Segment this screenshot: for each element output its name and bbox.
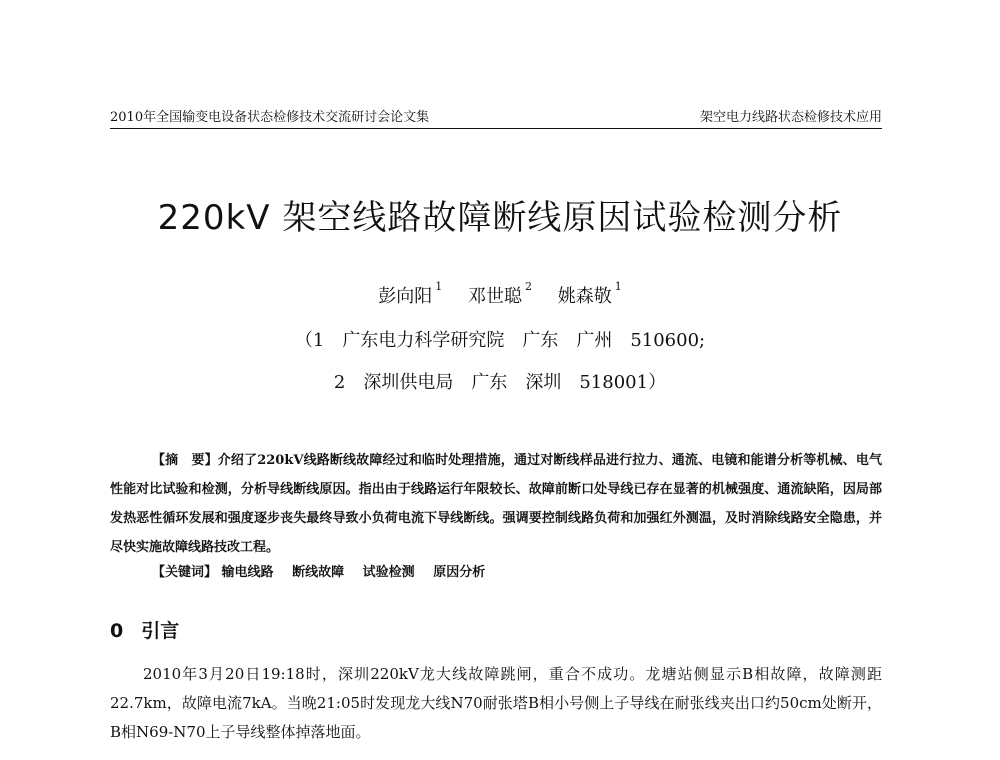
body-paragraph: 2010年3月20日19:18时，深圳220kV龙大线故障跳闸，重合不成功。龙塘站侧显示B相故障，故障测距22.7km，故障电流7kA。当晚21:05时发现龙大线N70耐张塔B相小号侧上子导线在耐张线夹出口约50cm处断开，B相N69-N70上子导线整体掉落地面。	[110, 665, 882, 741]
keyword-item: 原因分析	[433, 565, 486, 580]
header-section-title: 架空电力线路状态检修技术应用	[699, 110, 882, 125]
section-heading	[110, 616, 179, 643]
paper-title: 220kV 架空线路故障断线原因试验检测分析	[157, 198, 843, 238]
keyword-item: 试验检测	[362, 565, 415, 580]
keywords-label: 【关键词】	[152, 565, 218, 580]
author-3: 姚森敬 $^1$	[557, 280, 622, 307]
author-list	[0, 282, 1000, 308]
author-1-affil-mark: 1	[435, 280, 443, 293]
running-header	[110, 106, 882, 129]
abstract	[110, 446, 882, 562]
abstract-label: 【摘 要】	[152, 453, 218, 468]
affiliation-1: （1 广东电力科学研究院 广东 广州 510600;	[294, 330, 706, 351]
author-3-affil-mark: 1	[614, 280, 622, 293]
keyword-item: 输电线路	[221, 565, 274, 580]
keyword-item: 断线故障	[292, 565, 345, 580]
author-2: 邓世聪 $^2$	[468, 280, 532, 307]
author-2-affil-mark: 2	[525, 280, 532, 293]
section-title: 引言	[141, 620, 180, 642]
abstract-text: 介绍了220kV线路断线故障经过和临时处理措施，通过对断线样品进行拉力、通流、电镜和能谱分析等机械、电气性能对比试验和检测，分析导线断线原因。指出由于线路运行年限较长、故障前断口处导线已存在显著的机械强度、通流缺陷，因局部发热恶性循环发展和强度逐步丧失最终导致小负荷电流下导线断线。强调要控制线路负荷和加强红外测温，及时消除线路安全隐患，并尽快实施故障线路技改工程。	[110, 453, 882, 555]
author-1: 彭向阳 $^1$	[378, 280, 443, 307]
header-proceedings-title: 2010年全国输变电设备状态检修技术交流研讨会论文集	[110, 110, 430, 125]
affiliation-2: 2 深圳供电局 广东 深圳 518001）	[333, 372, 667, 393]
section-number: 0	[110, 620, 124, 642]
keywords	[152, 560, 892, 586]
